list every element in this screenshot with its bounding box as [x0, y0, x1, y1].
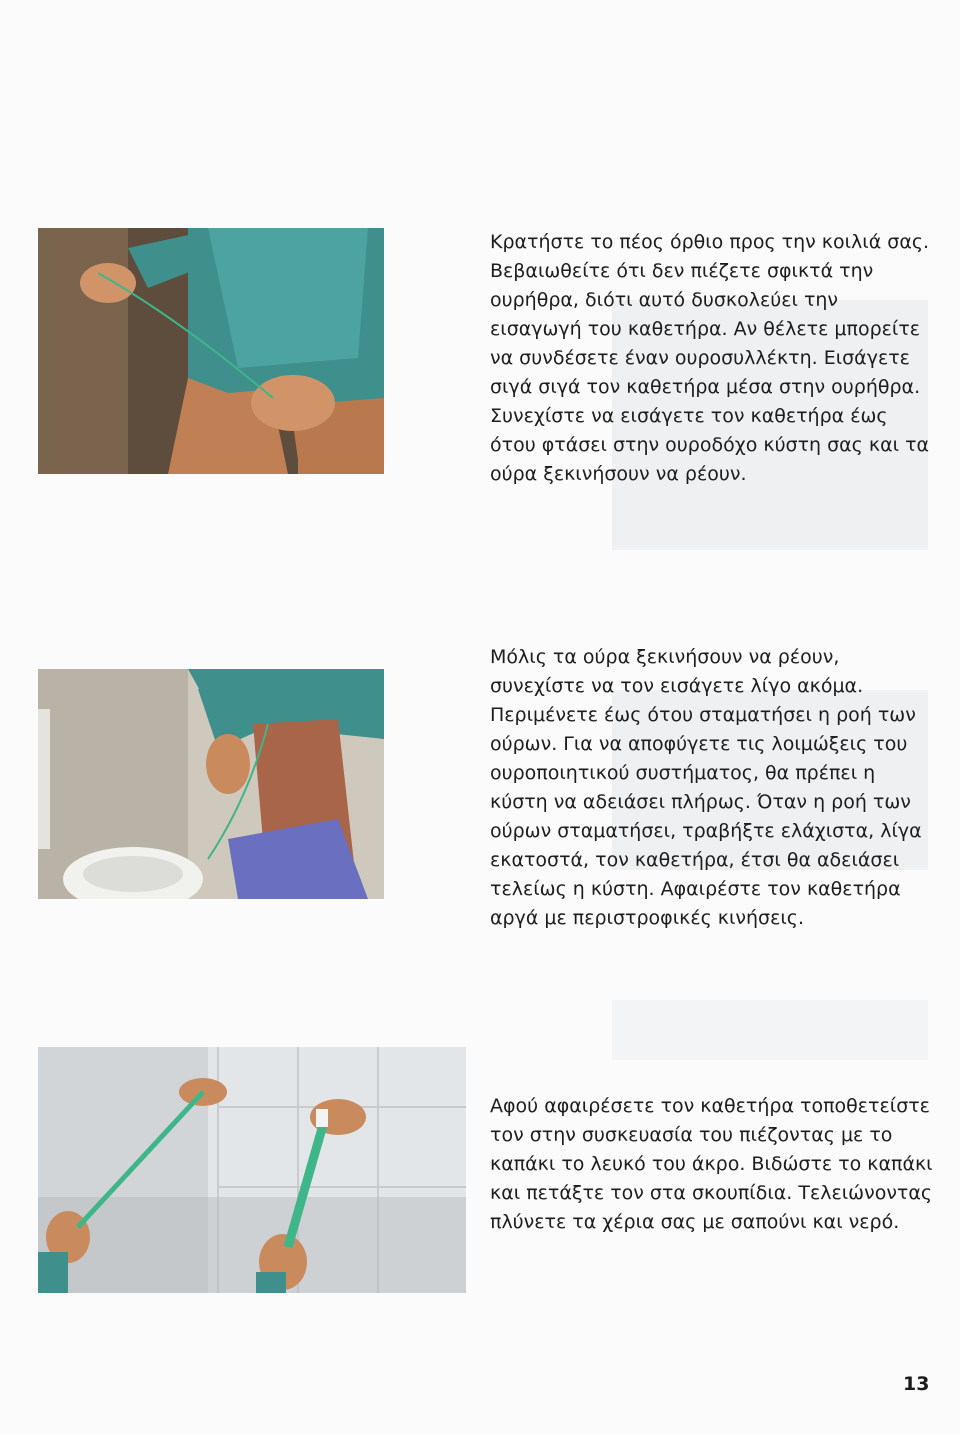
step-2-photo: [38, 669, 384, 899]
step-3-paragraph: Αφού αφαιρέσετε τον καθετήρα τοποθετείστε τον στην συσκευασία του πιέζοντας με το καπάκι το λευκό του άκρο. Βιδώστε το καπάκι και πετάξτε τον στα σκουπίδια. Τελειώνοντας πλύνετε τα χέρια σας με σαπούνι και νερό.: [490, 1095, 933, 1233]
step-3-text: [490, 1092, 935, 1237]
step-1-photo: [38, 228, 384, 474]
page-number: 13: [903, 1373, 930, 1395]
step-2-paragraph: Μόλις τα ούρα ξεκινήσουν να ρέουν, συνεχίστε να τον εισάγετε λίγο ακόμα. Περιμένετε έως ότου σταματήσει η ροή των ούρων. Για να αποφύγετε τις λοιμώξεις του ουροποιητικού συστήματος, θα πρέπει η κύστη να αδειάσει πλήρως. Όταν η ροή των ούρων σταματήσει, τραβήξτε ελάχιστα, λίγα εκατοστά, τον καθετήρα, έτσι θα αδειάσει τελείως η κύστη. Αφαιρέστε τον καθετήρα αργά με περιστροφικές κινήσεις.: [490, 646, 922, 929]
step-1-text: [490, 228, 935, 489]
step-3-photo: [38, 1047, 466, 1293]
step-1-paragraph: Κρατήστε το πέος όρθιο προς την κοιλιά σας. Βεβαιωθείτε ότι δεν πιέζετε σφικτά την ουρήθρα, διότι αυτό δυσκολεύει την εισαγωγή του καθετήρα. Αν θέλετε μπορείτε να συνδέσετε έναν ουροσυλλέκτη. Εισάγετε σιγά σιγά τον καθετήρα μέσα στην ουρήθρα. Συνεχίστε να εισάγετε τον καθετήρα έως ότου φτάσει στην ουροδόχο κύστη σας και τα ούρα ξεκινήσουν να ρέουν.: [490, 231, 930, 485]
step-2-text: [490, 643, 935, 933]
reverse-page-showthrough-block: [612, 1000, 928, 1060]
